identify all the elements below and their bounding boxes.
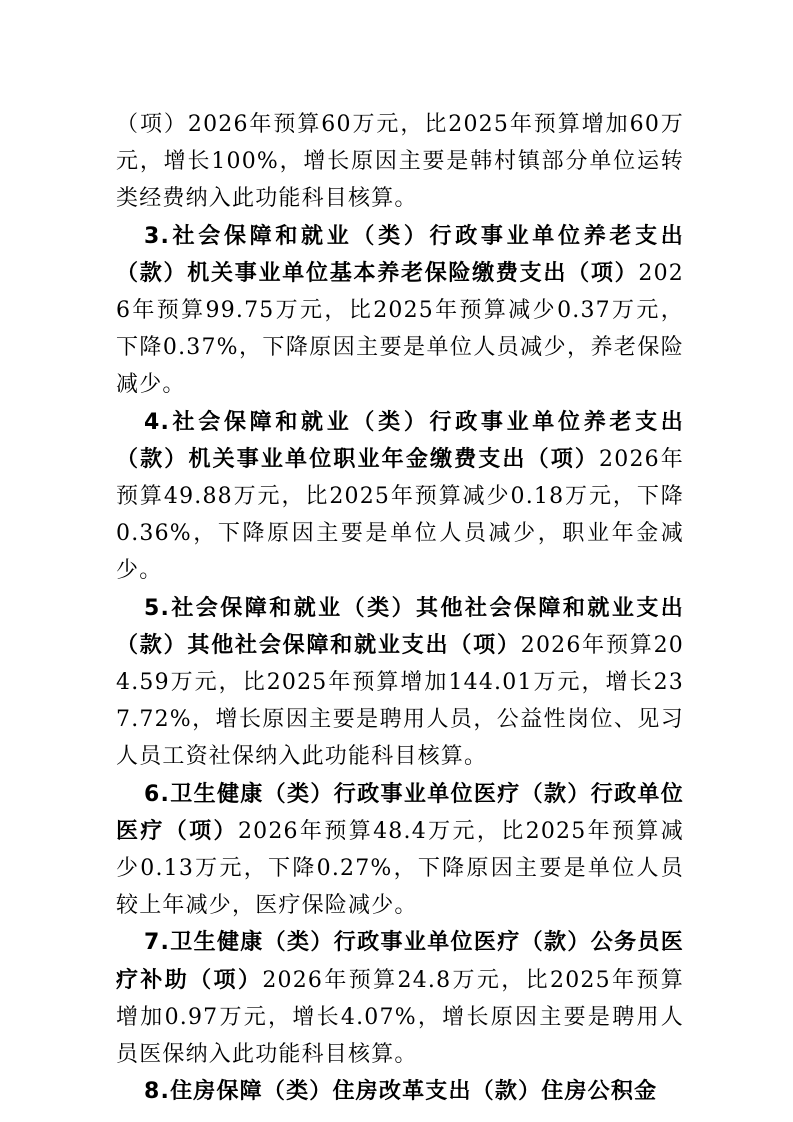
paragraph-text: 2026年预算204.59万元，比2025年预算增加144.01万元，增长237.72%，增长原因主要是聘用人员，公益性岗位、见习人员工资社保纳入此功能科目核算。 — [116, 632, 684, 770]
paragraph-item-7 — [116, 924, 684, 1073]
paragraph-item-4 — [116, 404, 684, 590]
paragraph-item-3 — [116, 218, 684, 404]
paragraph-text: 2026年预算99.75万元，比2025年预算减少0.37万元，下降0.37%，下降原因主要是单位人员减少，养老保险减少。 — [116, 260, 684, 398]
paragraph-continuation — [116, 106, 684, 218]
paragraph-item-6 — [116, 776, 684, 925]
paragraph-lead: 7.卫生健康（类）行政事业单位医疗（款）公务员医疗补助（项） — [116, 930, 684, 993]
paragraph-lead: 4.社会保障和就业（类）行政事业单位养老支出（款）机关事业单位职业年金缴费支出（项） — [116, 409, 684, 472]
paragraph-lead: 8.住房保障（类）住房改革支出（款）住房公积金 — [144, 1079, 658, 1105]
paragraph-text: 2026年预算49.88万元，比2025年预算减少0.18万元，下降0.36%，下降原因主要是单位人员减少，职业年金减少。 — [116, 446, 684, 584]
paragraph-text: 2026年预算24.8万元，比2025年预算增加0.97万元，增长4.07%，增长原因主要是聘用人员医保纳入此功能科目核算。 — [116, 967, 684, 1068]
paragraph-lead: 6.卫生健康（类）行政事业单位医疗（款）行政单位医疗（项） — [116, 781, 684, 844]
document-page — [116, 106, 684, 1110]
paragraph-item-5 — [116, 590, 684, 776]
paragraph-item-8 — [116, 1073, 684, 1110]
paragraph-text: （项）2026年预算60万元，比2025年预算增加60万元，增长100%，增长原因主要是韩村镇部分单位运转类经费纳入此功能科目核算。 — [116, 112, 684, 212]
paragraph-lead: 3.社会保障和就业（类）行政事业单位养老支出（款）机关事业单位基本养老保险缴费支出（项） — [116, 223, 684, 286]
paragraph-text: 2026年预算48.4万元，比2025年预算减少0.13万元，下降0.27%，下降原因主要是单位人员较上年减少，医疗保险减少。 — [116, 818, 684, 919]
paragraph-lead: 5.社会保障和就业（类）其他社会保障和就业支出（款）其他社会保障和就业支出（项） — [116, 595, 684, 658]
